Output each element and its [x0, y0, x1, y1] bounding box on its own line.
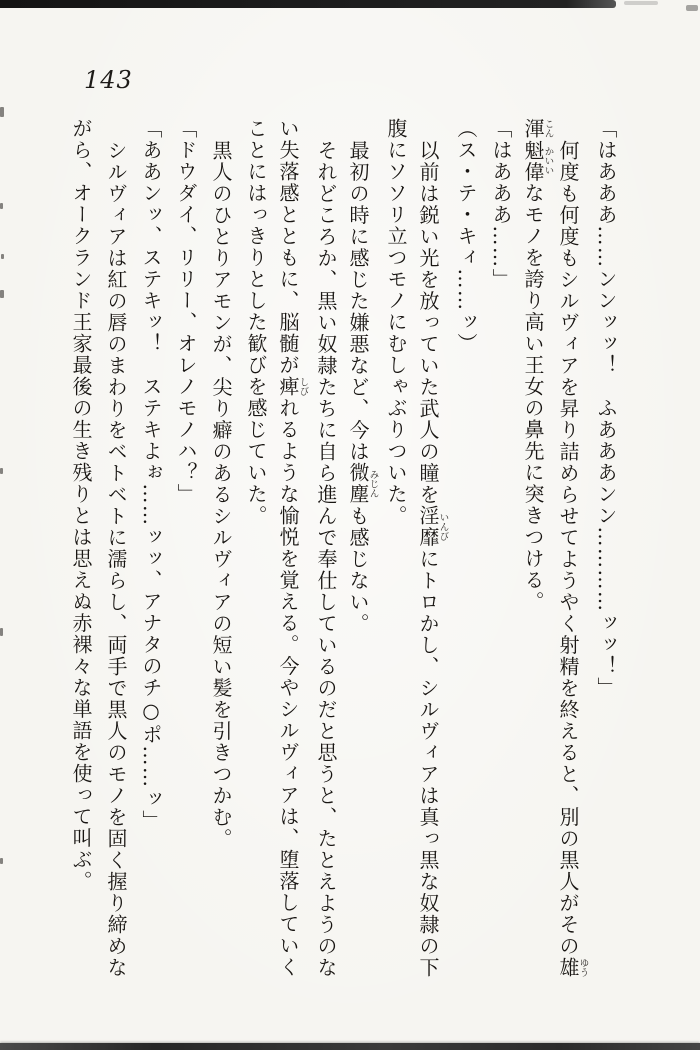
- text-column-4: 「はあああ……」: [489, 118, 513, 290]
- ruby-annotated-word: 魁偉かいい: [521, 139, 554, 183]
- text-column-8: 最初の時に感じた嫌悪など、今は微塵みじんも感じない。: [346, 139, 379, 634]
- scan-speck: [0, 858, 3, 864]
- ruby-annotated-word: 雄ゆう: [556, 956, 589, 978]
- text-column-7: 腹にソソリ立つモノにむしゃぶりついた。: [384, 118, 408, 527]
- scan-speck: [0, 468, 3, 474]
- scan-smudge-top-right: [624, 1, 658, 5]
- text-column-11: ことにはっきりとした歓びを感じていた。: [244, 118, 268, 527]
- text-column-1: 「はあああ……ンンッッ！ ふあああンン…………ッッ！」: [594, 118, 618, 699]
- scan-speck: [0, 628, 3, 636]
- ruby-annotated-word: 渾こん: [521, 118, 554, 140]
- scan-speck: [0, 107, 4, 117]
- scan-edge-bottom: [0, 1043, 700, 1050]
- text-column-15: シルヴィアは紅の唇のまわりをベトベトに濡らし、両手で黒人のモノを固く握り締めな: [104, 139, 128, 978]
- scan-edge-top: [0, 0, 616, 8]
- text-column-10: い失落感とともに、脳髄が痺しびれるような愉悦を覚える。今やシルヴィアは、堕落していく: [276, 118, 309, 978]
- scan-speck: [0, 203, 3, 209]
- scan-smudge-top-right-corner: [686, 5, 698, 11]
- text-column-12: 黒人のひとりアモンが、尖り癖のあるシルヴィアの短い髪を引きつかむ。: [209, 139, 233, 849]
- text-column-13: 「ドウダイ、リリー、オレノモノハ？」: [174, 118, 198, 505]
- text-column-6: 以前は鋭い光を放っていた武人の瞳を淫靡いんびにトロかし、シルヴィアは真っ黒な奴隷の下: [416, 139, 449, 978]
- text-column-3: 渾こん魁偉かいいなモノを誇り高い王女の鼻先に突きつける。: [521, 118, 554, 613]
- scan-speck: [0, 290, 4, 298]
- text-column-2: 何度も何度もシルヴィアを昇り詰めらせてようやく射精を終えると、別の黒人がその雄ゆう: [556, 139, 589, 978]
- ruby-annotated-word: 淫靡いんび: [416, 505, 449, 548]
- text-column-5: （ス・テ・キィ……ッ）: [454, 118, 478, 355]
- page-number: 143: [84, 66, 133, 94]
- scan-speck: [1, 254, 4, 259]
- ruby-annotated-word: 微塵みじん: [346, 462, 379, 505]
- ruby-annotated-word: 痺しび: [276, 376, 309, 398]
- text-column-9: それどころか、黒い奴隷たちに自ら進んで奉仕しているのだと思うと、たとえようのな: [314, 139, 338, 978]
- text-column-16: がら、オークランド王家最後の生き残りとは思えぬ赤裸々な単語を使って叫ぶ。: [69, 118, 93, 892]
- text-block: [63, 118, 623, 1003]
- text-column-14: 「ああンッ、ステキッ！ ステキよぉ……ッッ、アナタのチ○ポ……ッ」: [139, 118, 163, 832]
